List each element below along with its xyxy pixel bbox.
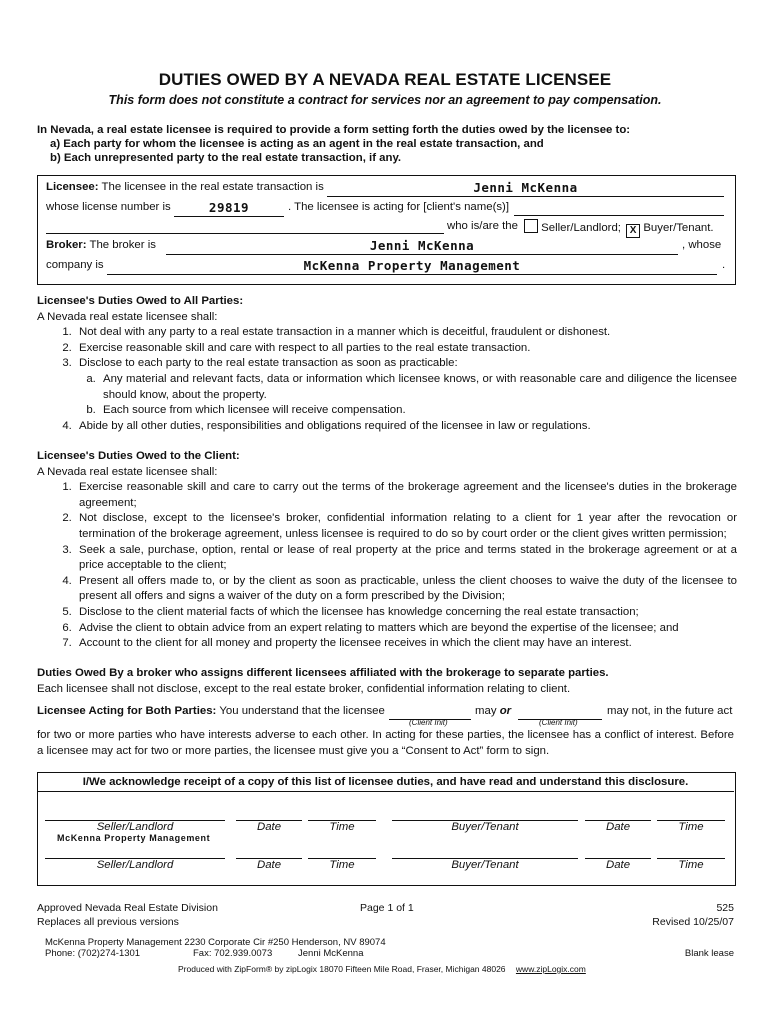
license-number-label: whose license number is — [46, 201, 171, 213]
client-item-6: 6. Advise the client to obtain advice from an expert relating to matters which are beyond the expertise of the licensee; and — [75, 621, 737, 637]
all-parties-heading: Licensee's Duties Owed to All Parties: — [37, 295, 244, 307]
intro-line: In Nevada, a real estate licensee is required to provide a form setting forth the duties owed by the licensee to: — [37, 124, 631, 136]
client-item-3: 3. Seek a sale, purchase, option, rental or lease of real property at the price and terms stated in the brokerage agreement or at a price acceptable to the client; — [75, 543, 737, 574]
footer-doc-name: Blank lease — [684, 948, 734, 959]
all-parties-section — [37, 294, 737, 434]
all-parties-item-3-text: Disclose to each party to the real estate transaction as soon as practicable: — [79, 357, 458, 370]
buyer-time-label-2: Time — [678, 859, 704, 871]
all-parties-intro: A Nevada real estate licensee shall: — [37, 310, 218, 323]
seller-label-2: Seller/Landlord — [96, 859, 174, 871]
footer-fax: Fax: 702.939.0073 — [193, 948, 273, 959]
client-item-5: 5. Disclose to the client material facts of which the licensee has knowledge concerning the real estate transaction; — [75, 605, 737, 621]
client-item-1: 1. Exercise reasonable skill and care to carry out the terms of the brokerage agreement and the licensee's duties in the brokerage agreement; — [75, 480, 737, 511]
footer-replaces: Replaces all previous versions — [37, 916, 179, 928]
seller-company-1: McKenna Property Management — [57, 833, 211, 843]
seller-time-label-2: Time — [329, 859, 355, 871]
acknowledge-text: I/We acknowledge receipt of a copy of this list of licensee duties, and have read and understand this disclosure. — [82, 776, 689, 788]
page-title: DUTIES OWED BY A NEVADA REAL ESTATE LICENSEE — [158, 70, 612, 89]
both-parties-text3: for two or more parties who have interests adverse to each other. In acting for these parties, the licensee has a conflict of interest. Before a licensee may act for two or more parties, the licensee must give you a “Consent to Act” form to sign. — [37, 729, 734, 757]
all-parties-item-3a: a. Any material and relevant facts, data or information which licensee knows, or with reasonable care and diligence the licensee should know, about the property. — [99, 372, 737, 403]
all-parties-item-3 — [75, 356, 737, 418]
both-parties-text1: You understand that the licensee — [219, 705, 385, 717]
client-init-label-1: (Client Init) — [409, 718, 448, 727]
client-name-field-2[interactable] — [46, 218, 444, 234]
licensee-text: The licensee in the real estate transaction is — [101, 181, 324, 193]
acting-for-text: . The licensee is acting for [client's name(s)] — [288, 201, 510, 213]
may-or-text — [475, 705, 511, 717]
who-is-are: who is/are the — [447, 220, 518, 232]
page-subtitle: This form does not constitute a contract for services nor an agreement to pay compensation. — [108, 93, 662, 107]
seller-checkbox[interactable] — [524, 219, 538, 233]
seller-time-label-1: Time — [329, 821, 355, 833]
footer-page: Page 1 of 1 — [360, 902, 414, 914]
both-parties-row — [37, 705, 385, 717]
all-parties-item-4: 4. Abide by all other duties, responsibilities and obligations required of the licensee in law or regulations. — [75, 419, 737, 435]
may-text: may — [475, 705, 497, 717]
seller-row — [524, 219, 714, 238]
licensee-name-field[interactable]: Jenni McKenna — [327, 180, 724, 197]
seller-label-1: Seller/Landlord — [96, 821, 174, 833]
client-heading: Licensee's Duties Owed to the Client: — [37, 450, 240, 462]
broker-section-text: Each licensee shall not disclose, except to the real estate broker, confidential information relating to client. — [37, 683, 571, 695]
footer-url-link[interactable]: www.zipLogix.com — [515, 964, 586, 974]
broker-text: The broker is — [89, 239, 156, 251]
footer-revised: Revised 10/25/07 — [652, 916, 734, 928]
footer-produced — [178, 964, 586, 974]
company-period: . — [722, 259, 726, 271]
seller-label: Seller/Landlord; — [541, 222, 621, 234]
footer-address: McKenna Property Management 2230 Corporate Cir #250 Henderson, NV 89074 — [45, 937, 386, 948]
buyer-date-label-1: Date — [605, 821, 631, 833]
seller-date-label-2: Date — [256, 859, 282, 871]
company-name-field[interactable]: McKenna Property Management — [107, 258, 717, 275]
seller-date-label-1: Date — [256, 821, 282, 833]
buyer-time-label-1: Time — [678, 821, 704, 833]
license-number-field[interactable]: 29819 — [174, 200, 284, 217]
buyer-checkbox[interactable]: X — [626, 224, 640, 238]
all-parties-item-1: 1. Not deal with any party to a real estate transaction in a manner which is deceitful, fraudulent or dishonest. — [75, 325, 737, 341]
all-parties-item-3b: b. Each source from which licensee will receive compensation. — [99, 403, 737, 419]
buyer-label-1: Buyer/Tenant — [451, 821, 519, 833]
client-item-2: 2. Not disclose, except to the licensee's broker, confidential information relating to a client for 1 year after the revocation or termination of the brokerage agreement, unless licensee is required to do so by court order or the client gives written permission; — [75, 511, 737, 542]
footer-approved: Approved Nevada Real Estate Division — [37, 902, 218, 914]
or-text: or — [499, 705, 512, 717]
intro-b: b) Each unrepresented party to the real estate transaction, if any. — [50, 152, 402, 164]
footer-phone: Phone: (702)274-1301 — [45, 948, 141, 959]
broker-label: Broker: — [46, 239, 87, 251]
buyer-label-2: Buyer/Tenant — [451, 859, 519, 871]
both-parties-label: Licensee Acting for Both Parties: — [37, 705, 217, 717]
all-parties-item-2: 2. Exercise reasonable skill and care with respect to all parties to the real estate transaction. — [75, 341, 737, 357]
buyer-date-label-2: Date — [605, 859, 631, 871]
client-intro: A Nevada real estate licensee shall: — [37, 465, 218, 478]
footer-agent: Jenni McKenna — [298, 948, 364, 959]
whose-text: , whose — [682, 239, 722, 251]
footer-form-no: 525 — [716, 902, 734, 914]
client-item-4: 4. Present all offers made to, or by the client as soon as practicable, unless the client chooses to waive the duty of the licensee to present all offers and signs a waiver of the duty on a form prescribed by the Division; — [75, 574, 737, 605]
client-name-field-1[interactable] — [514, 200, 724, 216]
intro-a: a) Each party for whom the licensee is acting as an agent in the real estate transaction, and — [50, 138, 544, 150]
broker-row — [46, 239, 156, 251]
both-parties-text2: may not, in the future act — [607, 705, 733, 717]
licensee-label: Licensee: — [46, 181, 99, 193]
client-section — [37, 449, 737, 652]
broker-name-field[interactable]: Jenni McKenna — [166, 238, 678, 255]
licensee-row — [46, 181, 324, 193]
client-init-label-2: (Client Init) — [539, 718, 578, 727]
broker-section-heading: Duties Owed By a broker who assigns different licensees affiliated with the brokerage to separate parties. — [37, 667, 609, 679]
buyer-label: Buyer/Tenant. — [643, 222, 714, 234]
client-item-7: 7. Account to the client for all money and property the licensee receives in which the client may have an interest. — [75, 636, 737, 652]
company-label: company is — [46, 259, 104, 271]
footer-produced-text: Produced with ZipForm® by zipLogix 18070 Fifteen Mile Road, Fraser, Michigan 48026 — [178, 964, 506, 974]
